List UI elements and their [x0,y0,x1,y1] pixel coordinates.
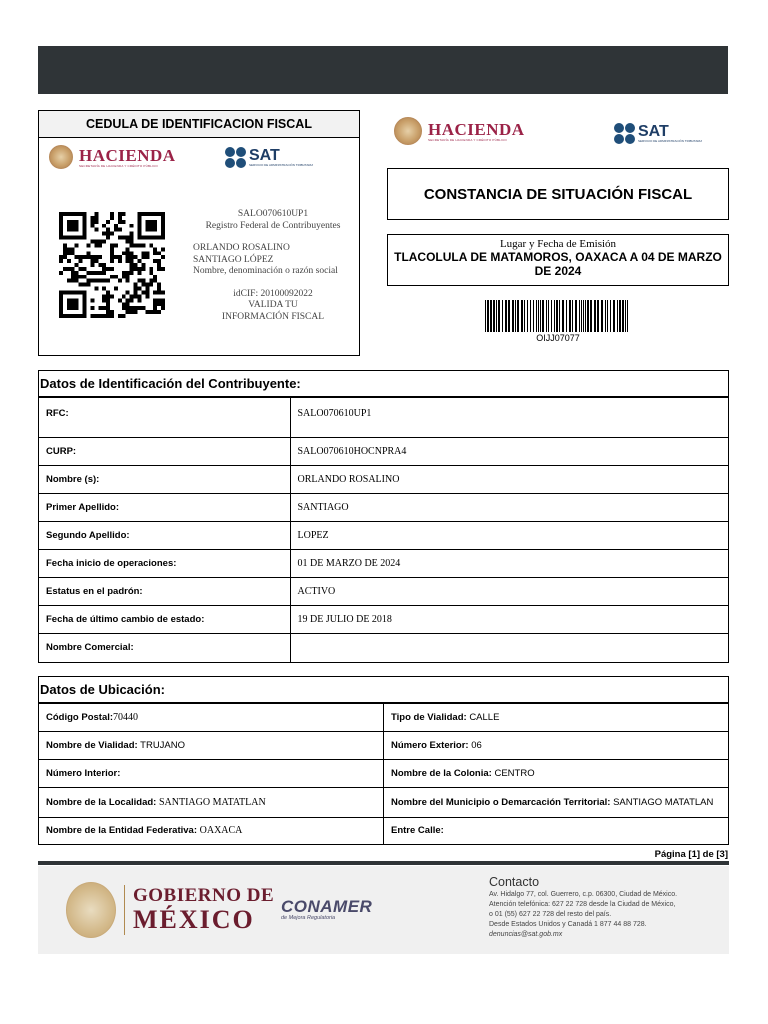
contacto-block [489,874,725,940]
footer-divider [38,861,729,865]
contacto-line: Atención telefónica: 627 22 728 desde la Ciudad de México, [489,901,676,908]
cedula-valida-1: VALIDA TU [248,300,298,310]
cedula-name-label: Nombre, denominación o razón social [193,266,338,276]
hacienda-seal-icon [49,145,73,169]
hacienda-seal-icon [394,117,422,145]
table-row: RFC: SALO070610UP1 [39,398,728,438]
sat-logo: SAT SERVICIO DE ADMINISTRACIÓN TRIBUTARIA [225,147,313,168]
qr-code-icon[interactable] [59,211,165,319]
table-row: Nombre de la Localidad: SANTIAGO MATATLAN Nombre del Municipio o Demarcación Territorial: SANTIAGO MATATLAN [39,788,728,818]
table-row: Nombre (s): ORLANDO ROSALINO [39,466,728,494]
table-row: Número Interior: Nombre de la Colonia: CENTRO [39,760,728,788]
table-row: Código Postal:70440 Tipo de Vialidad: CALLE [39,704,728,732]
contacto-title: Contacto [489,875,540,889]
table-row: Estatus en el padrón: ACTIVO [39,578,728,606]
ubicacion-table [39,703,728,844]
cedula-valida-2: INFORMACIÓN FISCAL [221,311,325,322]
sat-dots-icon [614,123,635,144]
hacienda-logo: HACIENDA SECRETARÍA DE HACIENDA Y CRÉDITO PÚBLICO [49,145,176,169]
table-row: Fecha inicio de operaciones: 01 DE MARZO DE 2024 [39,550,728,578]
cedula-logos [39,145,359,175]
table-row: Nombre Comercial: [39,634,728,662]
barcode-text: OIJJ07077 [536,333,580,343]
table-row: Nombre de Vialidad: TRUJANO Número Exterior: 06 [39,732,728,760]
eagle-seal-icon [66,882,116,938]
contacto-email[interactable]: denuncias@sat.gob.mx [489,931,563,938]
conamer-logo: CONAMER de Mejora Regulatoria [281,897,373,921]
contacto-line: Desde Estados Unidos y Canadá 1 877 44 88 728. [489,921,647,928]
lugar-fecha-box [387,234,729,286]
table-row: Primer Apellido: SANTIAGO [39,494,728,522]
table-row: Segundo Apellido: LOPEZ [39,522,728,550]
ubicacion-title: Datos de Ubicación: [39,677,728,703]
contacto-line: Av. Hidalgo 77, col. Guerrero, c.p. 06300, Ciudad de México. [489,891,678,898]
table-row: CURP: SALO070610HOCNPRA4 [39,438,728,466]
sat-dots-icon [225,147,246,168]
cedula-rfc: SALO070610UP1 [237,209,309,219]
table-row: Nombre de la Entidad Federativa: OAXACA Entre Calle: [39,818,728,844]
page-number: Página [1] de [3] [654,849,728,860]
lugar-value: TLACOLULA DE MATAMOROS, OAXACA A 04 DE MARZO DE 2024 [394,250,722,278]
lugar-label: Lugar y Fecha de Emisión [499,238,617,250]
hacienda-logo-right: HACIENDA SECRETARÍA DE HACIENDA Y CRÉDITO PÚBLICO [394,117,525,145]
footer [38,866,729,954]
header-bar [38,46,728,94]
cedula-idcif: idCIF: 20100092022 [233,288,313,299]
cedula-rfc-label: Registro Federal de Contribuyentes [205,220,341,231]
contacto-line: o 01 (55) 627 22 728 del resto del país. [489,911,612,918]
sat-logo-right: SAT SERVICIO DE ADMINISTRACIÓN TRIBUTARIA [614,123,702,144]
constancia-title: CONSTANCIA DE SITUACIÓN FISCAL [387,168,729,220]
cedula-info [193,209,353,323]
cedula-card [38,110,360,356]
cedula-name-1: ORLANDO ROSALINO [193,243,290,253]
cedula-title: CEDULA DE IDENTIFICACION FISCAL [39,111,359,138]
ubicacion-section [38,676,729,845]
gobierno-mexico-logo: GOBIERNO DE MÉXICO [66,882,274,938]
identificacion-title: Datos de Identificación del Contribuyente: [39,371,728,397]
cedula-name-2: SANTIAGO LÓPEZ [193,254,274,265]
identificacion-section [38,370,729,663]
barcode-icon [484,300,632,334]
identificacion-table [39,397,728,662]
table-row: Fecha de último cambio de estado: 19 DE JULIO DE 2018 [39,606,728,634]
